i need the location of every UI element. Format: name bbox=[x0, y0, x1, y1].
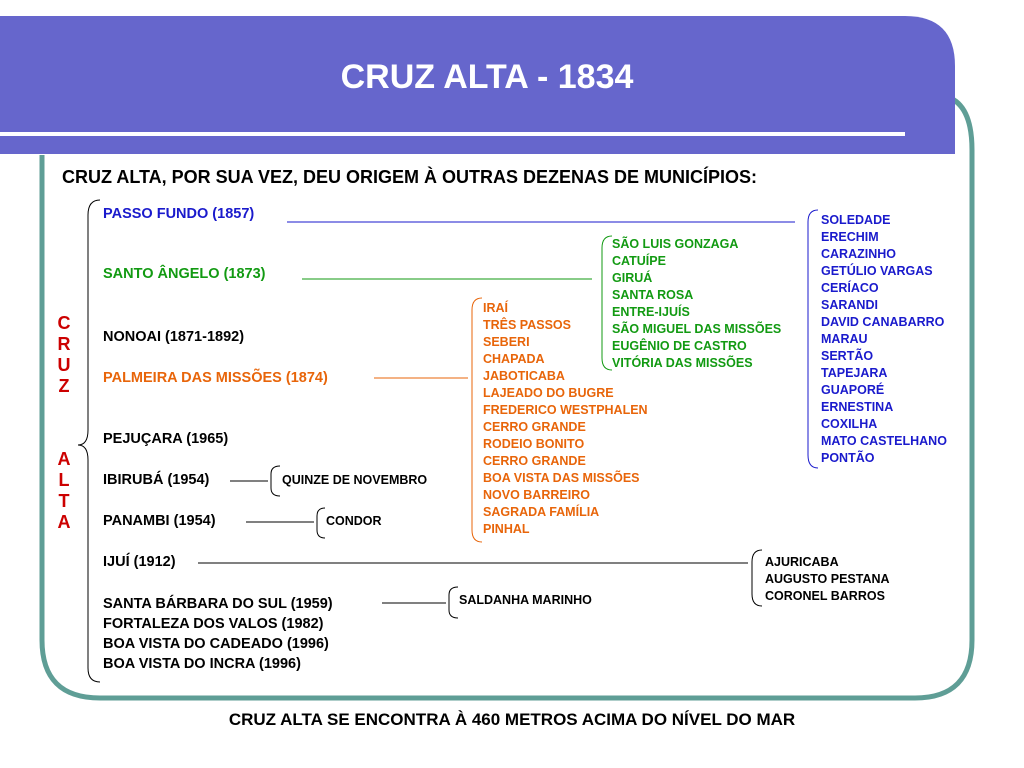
list-item: CARAZINHO bbox=[821, 247, 896, 261]
derivado-panambi: CONDOR bbox=[326, 514, 382, 528]
municipio-fortaleza: FORTALEZA DOS VALOS (1982) bbox=[103, 616, 324, 632]
derivado-ibiruba: QUINZE DE NOVEMBRO bbox=[282, 473, 428, 487]
municipio-nonoai: NONOAI (1871-1892) bbox=[103, 329, 245, 345]
list-item: FREDERICO WESTPHALEN bbox=[483, 403, 648, 417]
list-item: CERÍACO bbox=[821, 281, 879, 295]
santa-barbara-brace bbox=[449, 587, 458, 618]
palmeira-brace bbox=[472, 298, 482, 542]
list-item: GETÚLIO VARGAS bbox=[821, 264, 933, 278]
list-item: GUAPORÉ bbox=[821, 383, 885, 397]
list-item: BOA VISTA DAS MISSÕES bbox=[483, 471, 640, 485]
list-item: ERECHIM bbox=[821, 230, 879, 244]
vertical-letter: A bbox=[57, 512, 71, 532]
list-item: ERNESTINA bbox=[821, 400, 894, 414]
derivado-santa-barbara: SALDANHA MARINHO bbox=[459, 593, 592, 607]
list-item: CERRO GRANDE bbox=[483, 420, 586, 434]
municipio-boa-vista-cadeado: BOA VISTA DO CADEADO (1996) bbox=[103, 636, 329, 652]
passo-fundo-brace bbox=[808, 210, 818, 468]
municipio-pejucara: PEJUÇARA (1965) bbox=[103, 431, 229, 447]
list-item: TAPEJARA bbox=[821, 366, 888, 380]
municipio-boa-vista-incra: BOA VISTA DO INCRA (1996) bbox=[103, 656, 301, 672]
list-item: AJURICABA bbox=[765, 555, 839, 569]
list-item: CORONEL BARROS bbox=[765, 589, 885, 603]
municipio-ibiruba: IBIRUBÁ (1954) bbox=[103, 472, 210, 488]
list-item: IRAÍ bbox=[483, 301, 508, 315]
ibiruba-brace bbox=[271, 466, 280, 496]
list-item: PONTÃO bbox=[821, 451, 875, 465]
list-item: SANTA ROSA bbox=[612, 288, 694, 302]
list-item: NOVO BARREIRO bbox=[483, 488, 590, 502]
list-item: SOLEDADE bbox=[821, 213, 891, 227]
subtitle: CRUZ ALTA, POR SUA VEZ, DEU ORIGEM À OUTRAS DEZENAS DE MUNICÍPIOS: bbox=[62, 167, 758, 187]
municipio-passo-fundo: PASSO FUNDO (1857) bbox=[103, 206, 255, 222]
municipio-ijui: IJUÍ (1912) bbox=[103, 554, 176, 570]
vertical-letter: R bbox=[57, 334, 71, 354]
vertical-letter: A bbox=[57, 449, 71, 469]
footer-note: CRUZ ALTA SE ENCONTRA À 460 METROS ACIMA DO NÍVEL DO MAR bbox=[228, 710, 796, 729]
list-item: EUGÊNIO DE CASTRO bbox=[612, 339, 747, 353]
list-item: CERRO GRANDE bbox=[483, 454, 586, 468]
list-item: SAGRADA FAMÍLIA bbox=[483, 505, 600, 519]
vertical-label-cruz bbox=[54, 313, 74, 397]
vertical-letter: C bbox=[57, 313, 71, 333]
list-item: ENTRE-IJUÍS bbox=[612, 305, 690, 319]
list-item: TRÊS PASSOS bbox=[483, 318, 571, 332]
vertical-letter: L bbox=[58, 470, 70, 490]
list-item: JABOTICABA bbox=[483, 369, 565, 383]
list-item: AUGUSTO PESTANA bbox=[765, 572, 890, 586]
list-item: SEBERI bbox=[483, 335, 530, 349]
list-item: SÃO LUIS GONZAGA bbox=[612, 237, 739, 251]
list-item: MARAU bbox=[821, 332, 868, 346]
vertical-label-alta bbox=[54, 449, 74, 533]
list-item: CHAPADA bbox=[483, 352, 545, 366]
municipio-panambi: PANAMBI (1954) bbox=[103, 513, 216, 529]
list-ijui bbox=[765, 554, 890, 605]
list-item: SERTÃO bbox=[821, 349, 874, 363]
slide-title: CRUZ ALTA - 1834 bbox=[340, 58, 634, 96]
list-item: VITÓRIA DAS MISSÕES bbox=[612, 356, 753, 370]
list-item: RODEIO BONITO bbox=[483, 437, 585, 451]
municipio-palmeira: PALMEIRA DAS MISSÕES (1874) bbox=[103, 370, 328, 386]
ijui-brace bbox=[752, 550, 762, 606]
list-item: LAJEADO DO BUGRE bbox=[483, 386, 614, 400]
panambi-brace bbox=[317, 508, 325, 538]
vertical-letter: U bbox=[57, 355, 71, 375]
list-item: GIRUÁ bbox=[612, 271, 653, 285]
list-item: CATUÍPE bbox=[612, 254, 666, 268]
list-passo-fundo bbox=[821, 212, 947, 467]
list-item: DAVID CANABARRO bbox=[821, 315, 945, 329]
list-palmeira bbox=[483, 300, 648, 538]
vertical-letter: Z bbox=[58, 376, 70, 396]
list-item: SÃO MIGUEL DAS MISSÕES bbox=[612, 322, 782, 336]
municipio-santo-angelo: SANTO ÂNGELO (1873) bbox=[103, 266, 266, 282]
vertical-letter: T bbox=[58, 491, 70, 511]
list-item: MATO CASTELHANO bbox=[821, 434, 947, 448]
municipio-santa-barbara: SANTA BÁRBARA DO SUL (1959) bbox=[103, 596, 333, 612]
list-item: COXILHA bbox=[821, 417, 878, 431]
list-item: PINHAL bbox=[483, 522, 530, 536]
list-item: SARANDI bbox=[821, 298, 878, 312]
main-brace bbox=[78, 200, 100, 682]
